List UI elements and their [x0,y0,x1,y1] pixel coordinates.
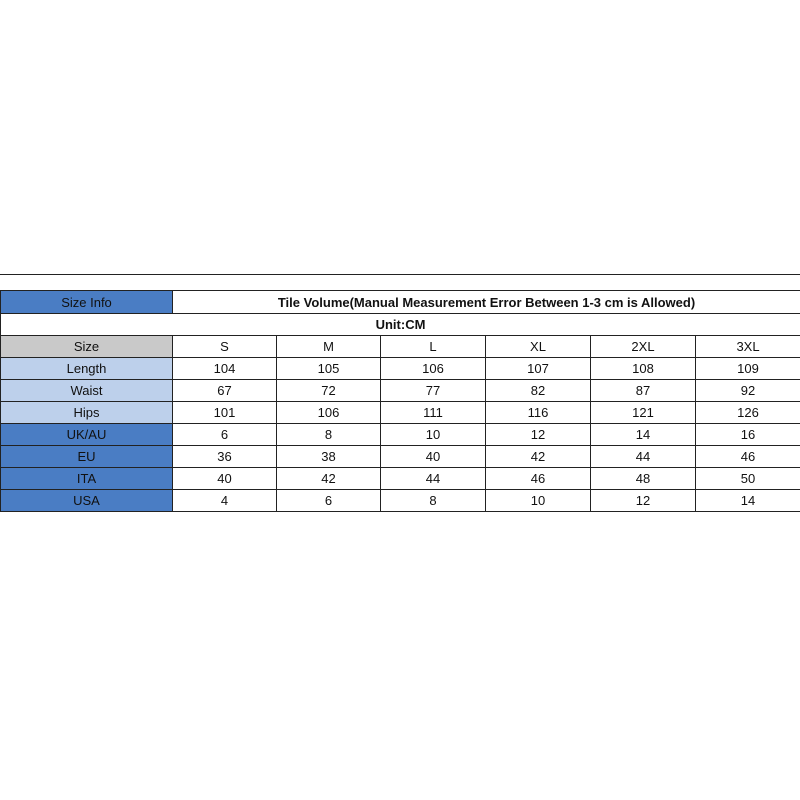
table-cell: 4 [173,490,277,512]
table-row [1,468,800,490]
table-cell: 87 [591,380,696,402]
table-cell: 42 [486,446,591,468]
table-cell: 8 [277,424,381,446]
table-cell: 104 [173,358,277,380]
table-cell: 36 [173,446,277,468]
table-cell: 12 [591,490,696,512]
table-cell: 105 [277,358,381,380]
table-cell: 46 [486,468,591,490]
size-info-title: Size Info [1,291,173,314]
row-label: USA [1,490,173,512]
table-cell: 42 [277,468,381,490]
table-cell: 101 [173,402,277,424]
table-cell: 8 [381,490,486,512]
size-header-cell: L [381,336,486,358]
table-cell: 50 [696,468,800,490]
table-row [1,358,800,380]
table-cell: 48 [591,468,696,490]
table-cell: 111 [381,402,486,424]
table-row [1,424,800,446]
measurement-note: Tile Volume(Manual Measurement Error Between 1-3 cm is Allowed) [173,291,800,314]
size-header-cell: XL [486,336,591,358]
table-cell: 77 [381,380,486,402]
unit-row [1,314,800,336]
table-cell: 44 [591,446,696,468]
table-cell: 82 [486,380,591,402]
table-cell: 107 [486,358,591,380]
table-cell: 12 [486,424,591,446]
table-cell: 6 [173,424,277,446]
table-cell: 46 [696,446,800,468]
table-cell: 38 [277,446,381,468]
size-chart-table [0,290,800,512]
size-header-cell: M [277,336,381,358]
row-label: Hips [1,402,173,424]
table-cell: 106 [277,402,381,424]
table-row [1,402,800,424]
table-cell: 106 [381,358,486,380]
table-cell: 109 [696,358,800,380]
table-cell: 40 [381,446,486,468]
size-header-cell: S [173,336,277,358]
table-row [1,446,800,468]
table-cell: 121 [591,402,696,424]
table-cell: 126 [696,402,800,424]
size-header-label: Size [1,336,173,358]
unit-label: Unit:CM [1,314,800,336]
table-cell: 40 [173,468,277,490]
table-cell: 14 [696,490,800,512]
row-label: EU [1,446,173,468]
table-cell: 72 [277,380,381,402]
table-cell: 92 [696,380,800,402]
table-cell: 67 [173,380,277,402]
size-header-cell: 2XL [591,336,696,358]
table-cell: 116 [486,402,591,424]
row-label: Waist [1,380,173,402]
table-cell: 44 [381,468,486,490]
size-header-cell: 3XL [696,336,800,358]
title-row [1,291,800,314]
table-cell: 6 [277,490,381,512]
row-label: ITA [1,468,173,490]
table-row [1,490,800,512]
table-cell: 10 [381,424,486,446]
table-cell: 14 [591,424,696,446]
table-row [1,380,800,402]
table-cell: 108 [591,358,696,380]
row-label: Length [1,358,173,380]
row-label: UK/AU [1,424,173,446]
size-header-row [1,336,800,358]
table-cell: 10 [486,490,591,512]
table-cell: 16 [696,424,800,446]
top-edge-line [0,274,800,275]
